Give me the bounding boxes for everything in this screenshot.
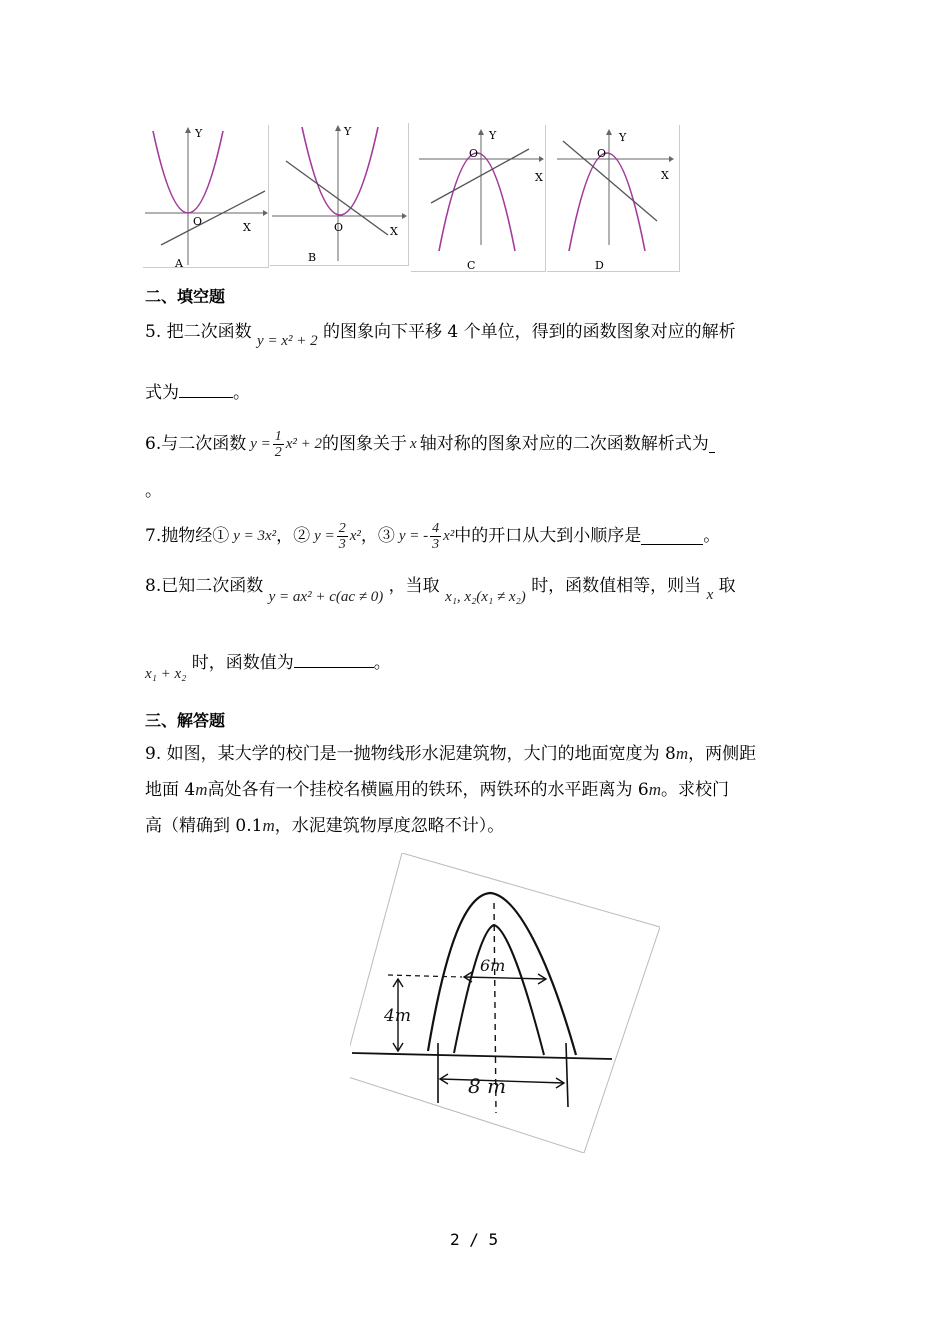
q6-frac-den: 2	[274, 444, 282, 460]
q8-line2-text: 时，函数值为	[191, 653, 294, 673]
q9-line2-b: 高处各有一个挂校名横匾用的铁环，两铁环的水平距离为 6	[207, 780, 649, 800]
q7-f2-num: 2	[338, 520, 346, 536]
q8-mid1: ，当取	[388, 576, 440, 596]
question-8-line2	[145, 650, 391, 682]
graph-b	[270, 123, 409, 266]
q7-suffix: 中的开口从大到小顺序是	[454, 526, 642, 546]
question-9-line3	[145, 814, 504, 838]
graph-a-svg	[143, 125, 268, 267]
graph-d	[547, 125, 680, 272]
q7-formula-2-rhs: x²	[349, 528, 361, 544]
q9-line1-end: ，两侧距	[688, 744, 757, 764]
q9-line1: 9. 如图，某大学的校门是一抛物线形水泥建筑物，大门的地面宽度为 8	[145, 744, 676, 764]
q9-unit-1: m	[675, 744, 689, 763]
q7-fraction-3	[430, 521, 441, 552]
graph-d-y-label: Y	[619, 131, 627, 144]
graph-b-label: B	[308, 251, 317, 264]
q9-line2-end: 。求校门	[661, 780, 730, 800]
q7-f2-den: 3	[338, 536, 346, 552]
graph-c-label: C	[467, 259, 476, 271]
q8-var-x: x	[706, 587, 714, 603]
question-5-line2	[145, 380, 250, 405]
q5-prefix: 5. 把二次函数	[145, 322, 252, 342]
graph-a	[143, 125, 269, 268]
q7-sep1: ，②	[276, 526, 311, 546]
graph-a-origin: O	[193, 215, 203, 228]
page-number: 2 / 5	[450, 1230, 499, 1249]
q6-suffix: 轴对称的图象对应的二次函数解析式为	[419, 434, 709, 454]
question-6-line2: 。	[145, 481, 162, 501]
graph-c-svg	[411, 125, 545, 271]
graph-d-x-label: X	[661, 169, 669, 182]
graph-b-y-label: Y	[344, 125, 352, 138]
gate-figure	[350, 853, 660, 1153]
question-5-line1	[145, 320, 736, 349]
graph-a-label: A	[175, 257, 183, 267]
q6-prefix: 6.与二次函数	[145, 434, 247, 454]
graph-b-x-label: X	[390, 225, 398, 238]
q7-formula-3-lhs: y = -	[398, 528, 429, 544]
q7-answer-blank[interactable]	[641, 527, 703, 545]
q9-unit-2: m	[195, 780, 208, 799]
q5-line2-end: 。	[233, 383, 250, 403]
q6-answer-blank[interactable]	[709, 435, 715, 453]
q5-line2-text: 式为	[145, 383, 179, 403]
gate-figure-svg	[350, 853, 660, 1153]
q9-unit-3: m	[648, 780, 662, 799]
q7-prefix: 7.抛物经①	[145, 526, 230, 546]
section2-title: 二、填空题	[145, 287, 226, 306]
q8-formula: y = ax² + c(ac ≠ 0)	[268, 589, 384, 605]
q8-end1: 取	[718, 576, 736, 596]
q8-prefix: 8.已知二次函数	[145, 576, 264, 596]
graph-c-origin: O	[469, 147, 479, 160]
graph-c-x-label: X	[535, 171, 543, 184]
q8-line2-formula: x₁ + x₂	[145, 666, 187, 682]
graph-b-origin: O	[334, 221, 344, 234]
graph-c	[411, 125, 546, 272]
section3-title: 三、解答题	[145, 711, 226, 730]
graph-b-svg	[270, 123, 408, 265]
q8-vars: x₁, x₂(x₁ ≠ x₂)	[445, 589, 526, 605]
q6-formula-lhs: y =	[250, 436, 271, 452]
label-4m: 4m	[384, 1006, 411, 1026]
q5-answer-blank[interactable]	[179, 380, 233, 398]
q6-middle: 的图象关于	[322, 434, 408, 454]
q7-f3-num: 4	[432, 520, 440, 536]
q9-unit-4: m	[262, 816, 275, 835]
graph-d-label: D	[595, 259, 604, 271]
q7-f3-den: 3	[432, 536, 440, 552]
graph-a-x-label: X	[243, 221, 251, 234]
question-9-line1	[145, 742, 756, 766]
q7-formula-1: y = 3x²	[233, 528, 277, 544]
label-6m: 6m	[480, 956, 506, 975]
label-8m: 8 m	[468, 1074, 507, 1098]
q8-answer-blank[interactable]	[294, 650, 374, 668]
q6-formula-rhs: x² + 2	[285, 436, 323, 452]
q5-formula: y = x² + 2	[257, 333, 318, 349]
graph-a-y-label: Y	[195, 127, 203, 140]
q5-suffix: 的图象向下平移 4 个单位，得到的函数图象对应的解析	[323, 322, 736, 342]
graph-row	[143, 123, 683, 273]
q9-line3-a: 高（精确到 0.1	[145, 816, 263, 836]
q9-line2-a: 地面 4	[145, 780, 196, 800]
q7-sep2: ，③	[360, 526, 395, 546]
question-6-line1	[145, 424, 715, 464]
q8-line2-end: 。	[373, 653, 391, 673]
question-7	[145, 516, 720, 556]
q6-axis-var: x	[410, 436, 417, 452]
q9-line3-end: ，水泥建筑物厚度忽略不计）。	[274, 816, 505, 836]
graph-d-origin: O	[597, 147, 607, 160]
q6-fraction	[273, 429, 284, 460]
q7-formula-3-rhs: x²	[443, 528, 455, 544]
q8-mid2: 时，函数值相等，则当	[531, 576, 702, 596]
graph-d-svg	[547, 125, 679, 271]
question-8-line1	[145, 574, 736, 605]
graph-c-y-label: Y	[489, 129, 497, 142]
q7-fraction-2	[337, 521, 348, 552]
q6-frac-num: 1	[274, 428, 282, 444]
q7-formula-2-lhs: y =	[314, 528, 335, 544]
question-9-line2	[145, 778, 729, 802]
q7-end: 。	[703, 526, 721, 546]
